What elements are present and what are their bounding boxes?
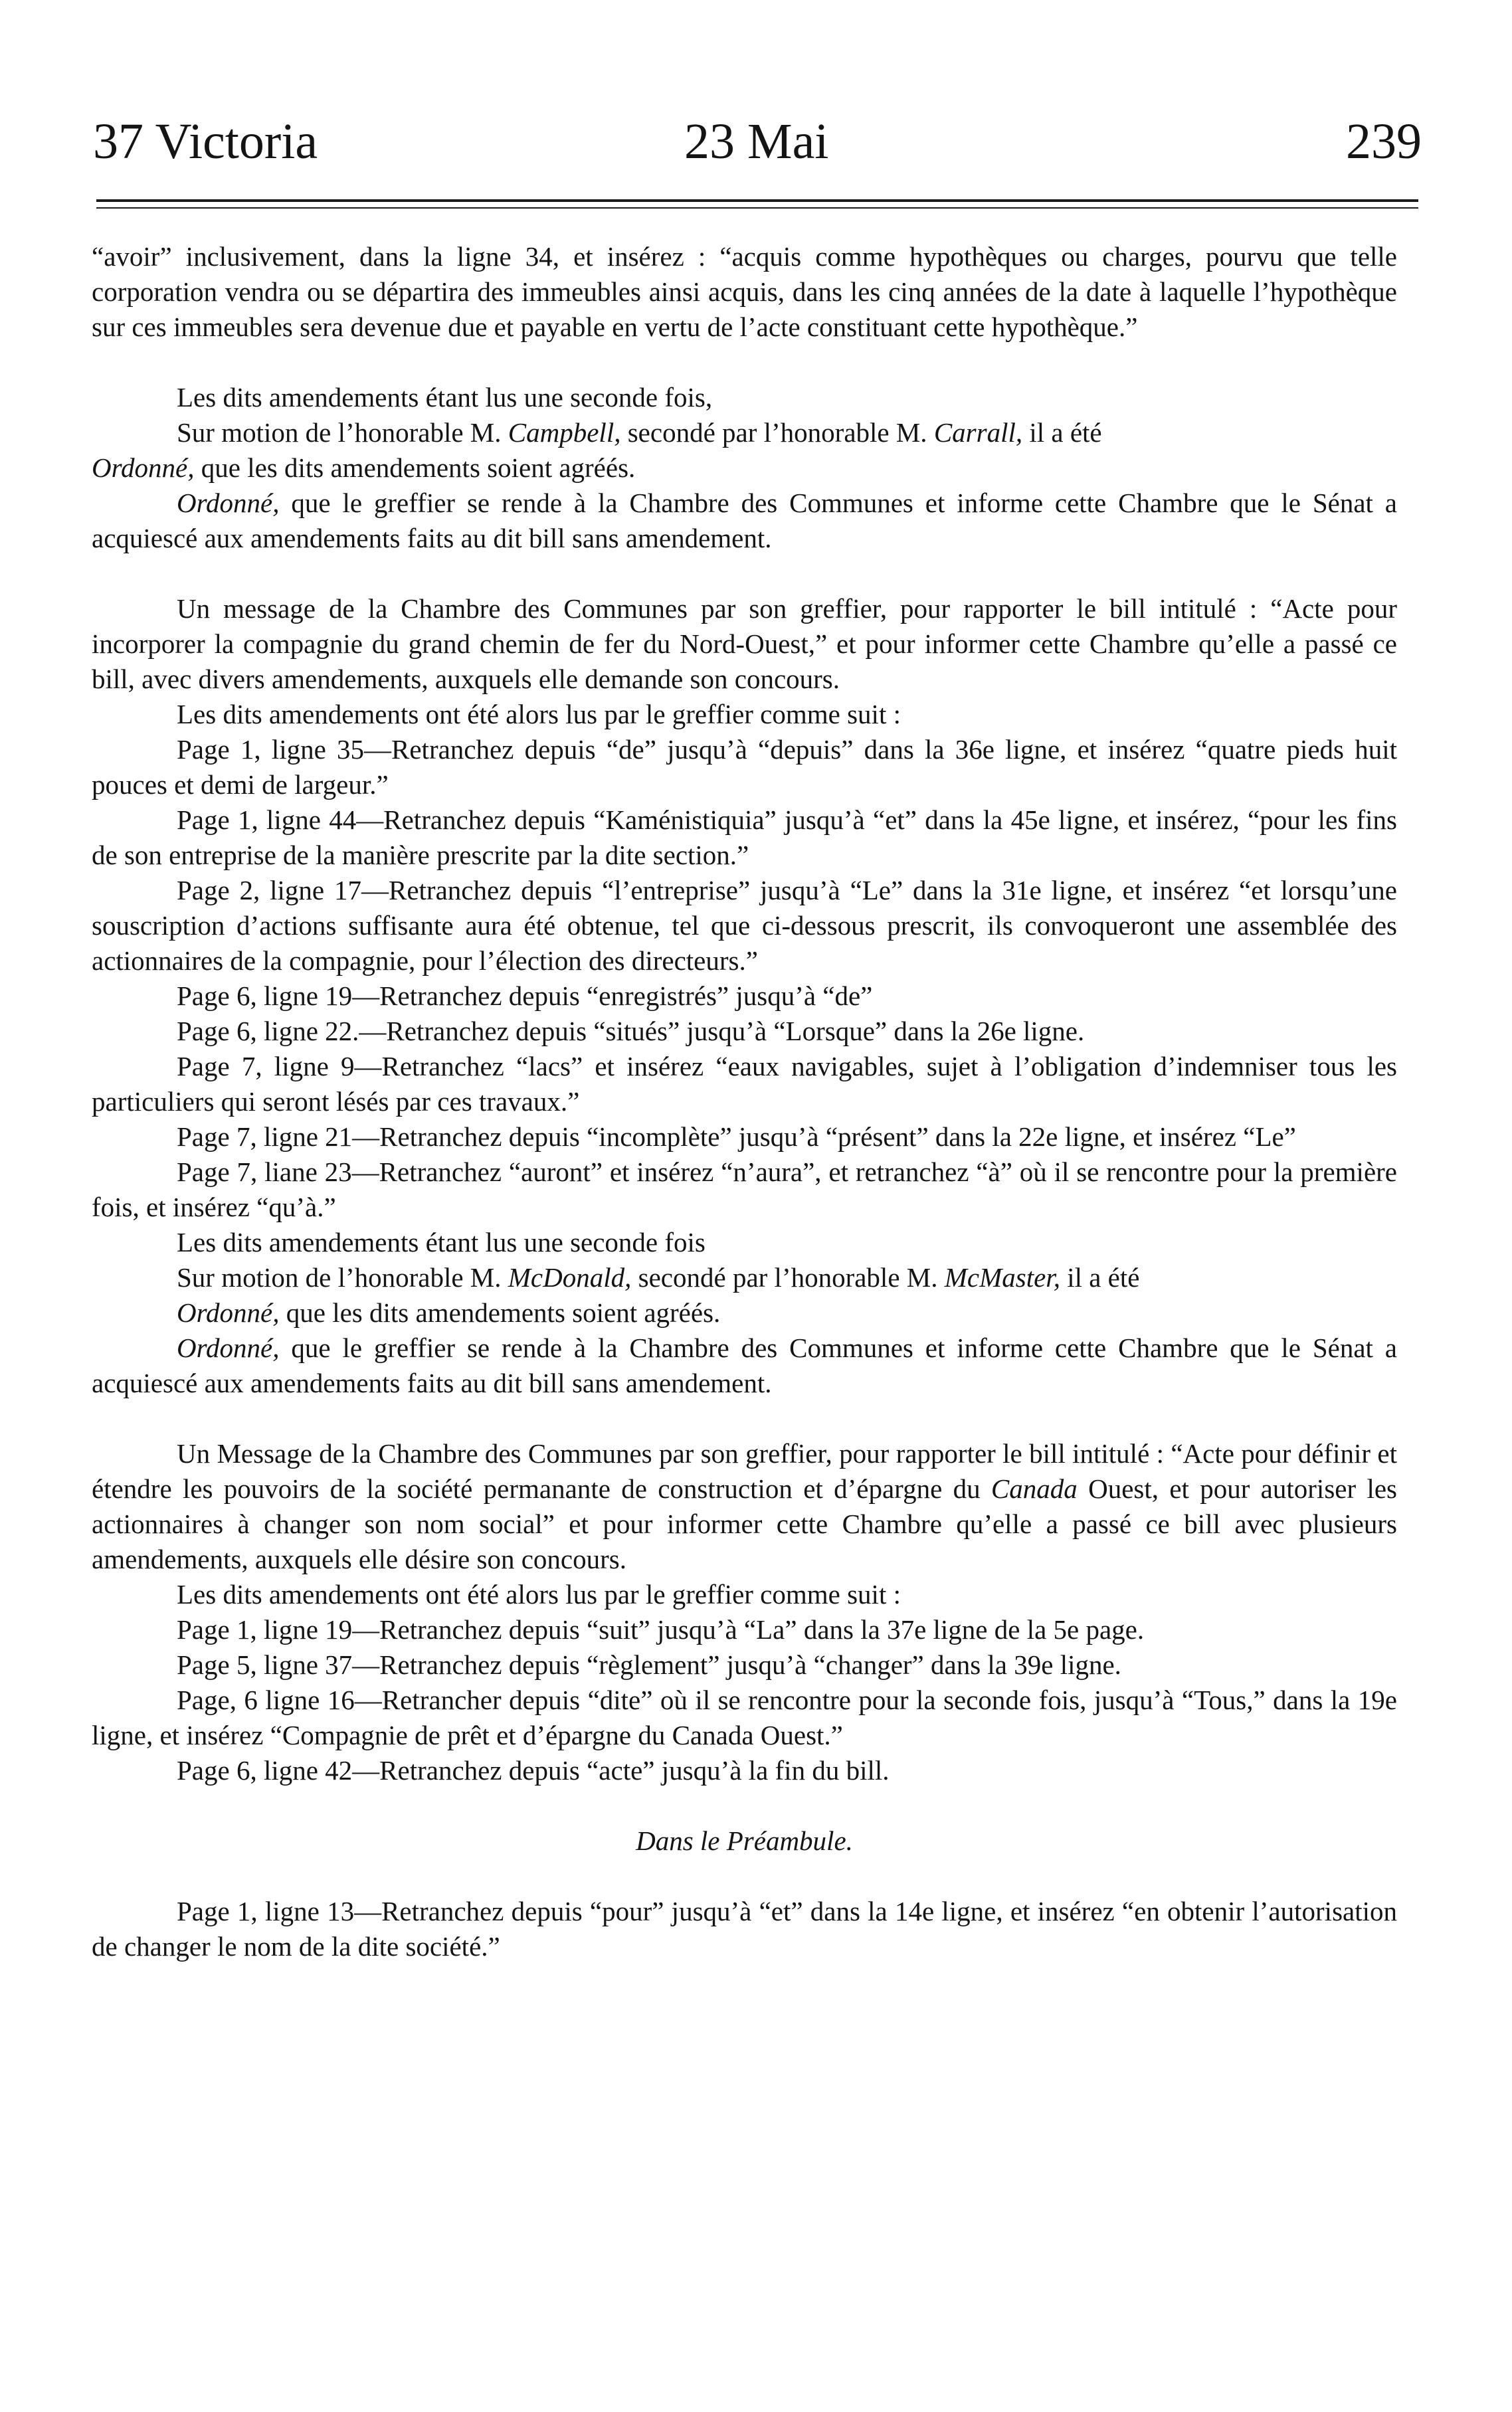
amendment-item: Page 7, ligne 21—Retranchez depuis “incomplète” jusqu’à “présent” dans la 22e ligne, et insérez “Le” bbox=[177, 1121, 1296, 1152]
paragraph-amendments-read: Les dits amendements ont été alors lus par le greffier comme suit : bbox=[177, 1579, 901, 1610]
message-text: Ouest, et pour autoriser les actionnaires à changer son nom social” et pour informer cette Chambre qu’elle a passé ce bill avec plusieurs amendements, auxquels elle désire son concours. bbox=[92, 1473, 1397, 1574]
order-text: que le greffier se rende à la Chambre des Communes et informe cette Chambre que le Sénat a acquiescé aux amendements faits au dit bill sans amendement. bbox=[92, 488, 1397, 553]
header-regnal-year: 37 Victoria bbox=[93, 114, 318, 169]
paragraph-message bbox=[92, 1436, 1397, 1577]
place-name: Canada bbox=[991, 1473, 1078, 1504]
header-date: 23 Mai bbox=[684, 114, 829, 169]
amendment-item: Page 6, ligne 22.—Retranchez depuis “situés” jusqu’à “Lorsque” dans la 26e ligne. bbox=[177, 1016, 1085, 1046]
paragraph-order bbox=[92, 1331, 1397, 1401]
message-text: Un Message de la Chambre des Communes par son greffier, pour rapporter le bill intitulé : “Acte pour définir et étendre les pouvoirs de la société permanante de construction et d’épargne du bbox=[92, 1438, 1397, 1504]
amendment-item: Page, 6 ligne 16—Retrancher depuis “dite” où il se rencontre pour la seconde fois, jusqu’à “Tous,” dans la 19e ligne, et insérez “Compagnie de prêt et d’épargne du Canada Ouest.” bbox=[92, 1685, 1397, 1750]
paragraph-second-reading: Les dits amendements étant lus une seconde fois, bbox=[177, 382, 713, 413]
motion-text: Sur motion de l’honorable M. bbox=[177, 417, 508, 448]
amendment-item: Page 2, ligne 17—Retranchez depuis “l’entreprise” jusqu’à “Le” dans la 31e ligne, et insérez “et lorsqu’une souscription d’actions suffisante aura été obtenue, tel que ci-dessous prescrit, ils convoqueront une assemblée des actionnaires de la compagnie, pour l’élection des directeurs.” bbox=[92, 875, 1397, 976]
motion-text: secondé par l’honorable M. bbox=[620, 417, 934, 448]
paragraph-motion bbox=[92, 1260, 1397, 1295]
paragraph-order bbox=[92, 450, 1397, 486]
motion-text: Sur motion de l’honorable M. bbox=[177, 1262, 508, 1293]
seconder-name: Carrall, bbox=[933, 417, 1023, 448]
ordered-label: Ordonné, bbox=[177, 1297, 280, 1328]
order-text: que les dits amendements soient agréés. bbox=[279, 1297, 721, 1328]
paragraph-continuation: “avoir” inclusivement, dans la ligne 34, et insérez : “acquis comme hypothèques ou charges, pourvu que telle corporation vendra ou se départira des immeubles ainsi acquis, dans les cinq années de la date à laquelle l’hypothèque sur ces immeubles sera devenue due et payable en vertu de l’acte constituant cette hypothèque.” bbox=[92, 241, 1397, 342]
seconder-name: McMaster, bbox=[944, 1262, 1060, 1293]
paragraph-amendments-read: Les dits amendements ont été alors lus par le greffier comme suit : bbox=[177, 699, 901, 729]
header-rule-thick bbox=[96, 199, 1418, 202]
mover-name: McDonald, bbox=[508, 1262, 632, 1293]
order-text: que le greffier se rende à la Chambre des Communes et informe cette Chambre que le Sénat a acquiescé aux amendements faits au dit bill sans amendement. bbox=[92, 1333, 1397, 1398]
amendment-item: Page 6, ligne 42—Retranchez depuis “acte” jusqu’à la fin du bill. bbox=[177, 1755, 890, 1786]
motion-text: secondé par l’honorable M. bbox=[631, 1262, 945, 1293]
header-rule-thin bbox=[96, 207, 1418, 209]
amendment-item: Page 7, liane 23—Retranchez “auront” et insérez “n’aura”, et retranchez “à” où il se rencontre pour la première fois, et insérez “qu’à.” bbox=[92, 1157, 1397, 1222]
page-number: 239 bbox=[1346, 114, 1422, 169]
amendment-item: Page 7, ligne 9—Retranchez “lacs” et insérez “eaux navigables, sujet à l’obligation d’indemniser tous les particuliers qui seront lésés par ces travaux.” bbox=[92, 1051, 1397, 1117]
paragraph-motion bbox=[92, 415, 1397, 450]
amendment-item: Page 1, ligne 35—Retranchez depuis “de” jusqu’à “depuis” dans la 36e ligne, et insérez “quatre pieds huit pouces et demi de largeur.” bbox=[92, 734, 1397, 800]
ordered-label: Ordonné, bbox=[92, 452, 195, 483]
amendment-item: Page 6, ligne 19—Retranchez depuis “enregistrés” jusqu’à “de” bbox=[177, 980, 873, 1011]
running-header bbox=[93, 113, 1422, 173]
ordered-label: Ordonné, bbox=[177, 488, 280, 518]
paragraph-order bbox=[92, 1295, 1397, 1331]
paragraph-message: Un message de la Chambre des Communes par son greffier, pour rapporter le bill intitulé : “Acte pour incorporer la compagnie du grand chemin de fer du Nord-Ouest,” et pour informer cette Chambre qu’elle a passé ce bill, avec divers amendements, auxquels elle demande son concours. bbox=[92, 593, 1397, 694]
section-heading-preamble: Dans le Préambule. bbox=[636, 1825, 853, 1856]
motion-text: il a été bbox=[1022, 417, 1102, 448]
amendment-item: Page 1, ligne 19—Retranchez depuis “suit” jusqu’à “La” dans la 37e ligne de la 5e page. bbox=[177, 1614, 1145, 1645]
amendment-item: Page 5, ligne 37—Retranchez depuis “règlement” jusqu’à “changer” dans la 39e ligne. bbox=[177, 1649, 1121, 1680]
amendment-item: Page 1, ligne 44—Retranchez depuis “Kaménistiquia” jusqu’à “et” dans la 45e ligne, et insérez, “pour les fins de son entreprise de la manière prescrite par la dite section.” bbox=[92, 804, 1397, 870]
paragraph-order bbox=[92, 486, 1397, 556]
document-body bbox=[92, 239, 1397, 1964]
mover-name: Campbell, bbox=[508, 417, 621, 448]
ordered-label: Ordonné, bbox=[177, 1333, 280, 1363]
order-text: que les dits amendements soient agréés. bbox=[194, 452, 636, 483]
motion-text: il a été bbox=[1060, 1262, 1140, 1293]
paragraph-second-reading: Les dits amendements étant lus une seconde fois bbox=[177, 1227, 706, 1257]
amendment-item: Page 1, ligne 13—Retranchez depuis “pour” jusqu’à “et” dans la 14e ligne, et insérez “en obtenir l’autorisation de changer le nom de la dite société.” bbox=[92, 1896, 1397, 1962]
